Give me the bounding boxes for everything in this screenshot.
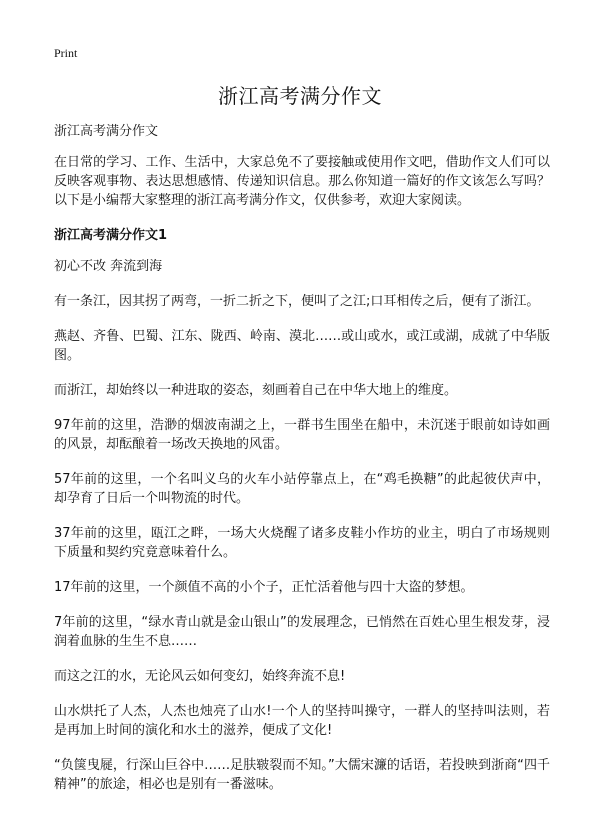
paragraph: 37年前的这里，瓯江之畔，一场大火烧醒了诸多皮鞋小作坊的业主，明白了市场规则下质量和契约究竟意味着什么。 (54, 526, 550, 560)
article-body (54, 122, 550, 810)
paragraph: 而浙江，却始终以一种进取的姿态，刻画着自己在中华大地上的维度。 (54, 383, 458, 398)
page-title: 浙江高考满分作文 (218, 84, 382, 108)
print-link[interactable]: Print (54, 46, 78, 60)
paragraph: “负箧曳屣，行深山巨谷中……足肤皲裂而不知。”大儒宋濂的话语，若投映到浙商“四千精神”的旅途，相必也是别有一番滋味。 (54, 758, 550, 792)
essay-title: 初心不改 奔流到海 (54, 259, 163, 274)
paragraph: 而这之江的水，无论风云如何变幻，始终奔流不息! (54, 669, 346, 684)
intro-paragraph: 在日常的学习、工作、生活中，大家总免不了要接触或使用作文吧，借助作文人们可以反映客观事物、表达思想感情、传递知识信息。那么你知道一篇好的作文该怎么写吗？以下是小编帮大家整理的浙江高考满分作文，仅供参考，欢迎大家阅读。 (54, 155, 550, 208)
article-subtitle: 浙江高考满分作文 (54, 124, 159, 139)
paragraph: 97年前的这里，浩渺的烟波南湖之上，一群书生围坐在船中，未沉迷于眼前如诗如画的风景，却酝酿着一场改天换地的风雷。 (54, 418, 550, 452)
section-heading: 浙江高考满分作文1 (54, 228, 168, 243)
paragraph: 燕赵、齐鲁、巴蜀、江东、陇西、岭南、漠北……或山或水，或江或湖，成就了中华版图。 (54, 329, 550, 363)
paragraph: 17年前的这里，一个颜值不高的小个子，正忙活着他与四十大盗的梦想。 (54, 580, 474, 595)
paragraph: 山水烘托了人杰，人杰也烛亮了山水!一个人的坚持叫操守，一群人的坚持叫法则，若是再加上时间的演化和水土的滋养，便成了文化! (54, 704, 550, 738)
paragraph: 57年前的这里，一个名叫义乌的火车小站停靠点上，在“鸡毛换糖”的此起彼伏声中，却孕育了日后一个叫物流的时代。 (54, 472, 550, 506)
paragraph: 有一条江，因其拐了两弯，一折二折之下，便叫了之江;口耳相传之后，便有了浙江。 (54, 294, 540, 309)
paragraph: 7年前的这里，“绿水青山就是金山银山”的发展理念，已悄然在百姓心里生根发芽，浸润着血脉的生生不息…… (54, 615, 550, 649)
